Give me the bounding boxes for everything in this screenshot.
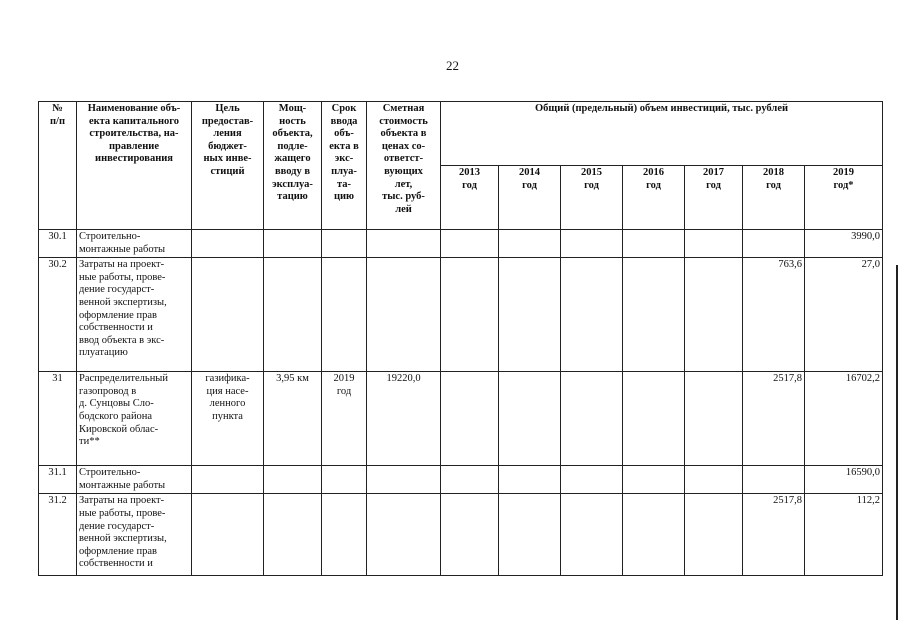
row-year-2015 [561, 466, 623, 494]
table-row [39, 258, 883, 372]
row-year-2019: 16702,2 [805, 372, 883, 466]
row-cost [367, 230, 441, 258]
row-name: Строительно- монтажные работы [77, 466, 192, 494]
margin-line [896, 265, 898, 620]
row-num: 30.1 [39, 230, 77, 258]
row-year-2013 [441, 494, 499, 576]
row-term [322, 466, 367, 494]
row-year-2015 [561, 230, 623, 258]
row-year-2018: 2517,8 [743, 372, 805, 466]
row-year-2014 [499, 258, 561, 372]
table-row [39, 230, 883, 258]
row-goal [192, 230, 264, 258]
row-capacity: 3,95 км [264, 372, 322, 466]
row-year-2019: 3990,0 [805, 230, 883, 258]
header-year-2019: 2019 год* [805, 166, 883, 230]
header-capacity: Мощ- ность объекта, подле- жащего вводу в эксплуа- тацию [264, 102, 322, 230]
table-row [39, 494, 883, 576]
row-goal: газифика- ция насе- ленного пункта [192, 372, 264, 466]
row-year-2017 [685, 372, 743, 466]
header-goal: Цель предостав- ления бюджет- ных инве- стиций [192, 102, 264, 230]
header-year-2015: 2015 год [561, 166, 623, 230]
row-goal [192, 466, 264, 494]
row-year-2015 [561, 372, 623, 466]
row-cost [367, 466, 441, 494]
row-capacity [264, 258, 322, 372]
table-row [39, 372, 883, 466]
row-year-2018: 2517,8 [743, 494, 805, 576]
row-year-2018 [743, 230, 805, 258]
row-capacity [264, 494, 322, 576]
header-year-2016: 2016 год [623, 166, 685, 230]
header-num: № п/п [39, 102, 77, 230]
row-cost [367, 258, 441, 372]
row-num: 31.2 [39, 494, 77, 576]
row-year-2016 [623, 258, 685, 372]
row-num: 31 [39, 372, 77, 466]
row-cost: 19220,0 [367, 372, 441, 466]
row-year-2017 [685, 258, 743, 372]
header-name: Наименование объ- екта капитального строительства, на- правление инвестирования [77, 102, 192, 230]
row-name: Затраты на проект- ные работы, прове- дение государст- венной экспертизы, оформление прав собственности и ввод объекта в экс- плуатацию [77, 258, 192, 372]
row-year-2015 [561, 258, 623, 372]
header-year-2014: 2014 год [499, 166, 561, 230]
row-term [322, 230, 367, 258]
row-year-2016 [623, 230, 685, 258]
row-year-2013 [441, 230, 499, 258]
row-num: 30.2 [39, 258, 77, 372]
row-term [322, 258, 367, 372]
row-capacity [264, 230, 322, 258]
header-year-2017: 2017 год [685, 166, 743, 230]
row-name: Распределительный газопровод в д. Сунцовы Сло- бодского района Кировской облас- ти** [77, 372, 192, 466]
page-number: 22 [446, 58, 459, 73]
row-year-2013 [441, 258, 499, 372]
row-year-2017 [685, 230, 743, 258]
row-term [322, 494, 367, 576]
row-year-2019: 27,0 [805, 258, 883, 372]
row-term: 2019 год [322, 372, 367, 466]
row-goal [192, 494, 264, 576]
row-year-2014 [499, 466, 561, 494]
row-year-2014 [499, 494, 561, 576]
header-cost: Сметная стоимость объекта в ценах со- ответст- вующих лет, тыс. руб- лей [367, 102, 441, 230]
row-year-2016 [623, 372, 685, 466]
row-year-2014 [499, 372, 561, 466]
header-year-2018: 2018 год [743, 166, 805, 230]
table-row [39, 466, 883, 494]
row-year-2018: 763,6 [743, 258, 805, 372]
row-year-2015 [561, 494, 623, 576]
row-year-2019: 112,2 [805, 494, 883, 576]
row-year-2017 [685, 466, 743, 494]
row-year-2013 [441, 466, 499, 494]
row-name: Строительно- монтажные работы [77, 230, 192, 258]
row-name: Затраты на проект- ные работы, прове- дение государст- венной экспертизы, оформление прав собственности и [77, 494, 192, 576]
row-year-2013 [441, 372, 499, 466]
header-year-2013: 2013 год [441, 166, 499, 230]
header-investment-title: Общий (предельный) объем инвестиций, тыс. рублей [441, 102, 883, 166]
row-year-2016 [623, 494, 685, 576]
row-goal [192, 258, 264, 372]
investment-table [38, 101, 883, 576]
row-num: 31.1 [39, 466, 77, 494]
row-capacity [264, 466, 322, 494]
row-year-2019: 16590,0 [805, 466, 883, 494]
row-year-2017 [685, 494, 743, 576]
row-year-2016 [623, 466, 685, 494]
row-cost [367, 494, 441, 576]
header-term: Срок ввода объ- екта в экс- плуа- та- цию [322, 102, 367, 230]
row-year-2014 [499, 230, 561, 258]
row-year-2018 [743, 466, 805, 494]
